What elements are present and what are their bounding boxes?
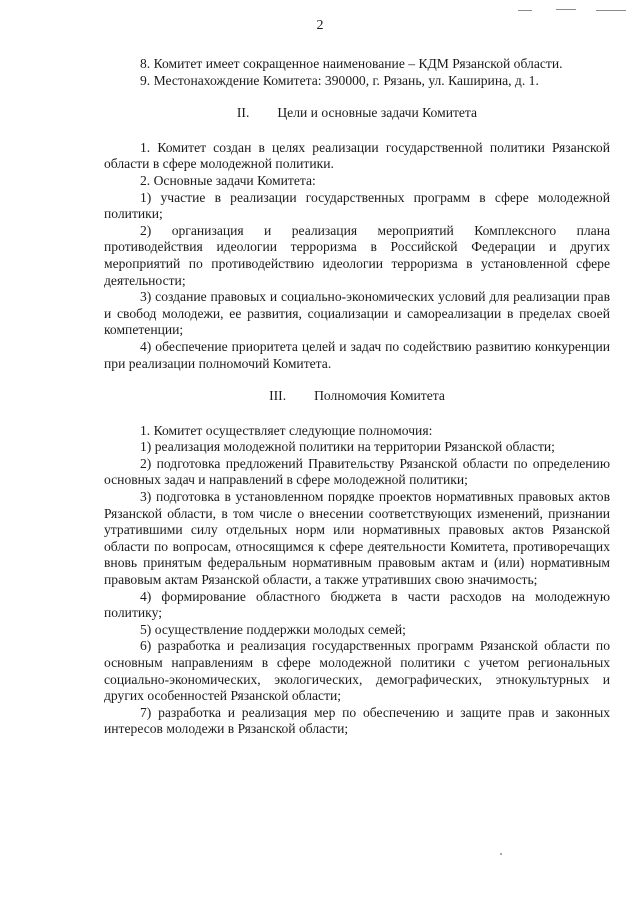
- paragraph: 3) подготовка в установленном порядке проектов нормативных правовых актов Рязанской области, в том числе о внесении соответствующих изменений, признании утратившими силу отдельных норм или нормативных правовых актов Рязанской области по вопросам, относящимся к сфере деятельности Комитета, противоречащих вновь принятым федеральным нормативным правовым актам и (или) нормативным правовым актам Рязанской области, а также утративших свою значимость;: [104, 489, 610, 588]
- section-heading: [104, 105, 610, 122]
- paragraph: 5) осуществление поддержки молодых семей;: [140, 621, 406, 637]
- paragraph: 6) разработка и реализация государственных программ Рязанской области по основным направлениям в сфере молодежной политики с учетом региональных социально-экономических, экологических, демографических, этнокультурных и других особенностей Рязанской области;: [104, 638, 610, 704]
- section-number: II.: [236, 105, 250, 121]
- scan-artifact: [518, 10, 532, 11]
- paragraph: 4) обеспечение приоритета целей и задач по содействию развитию конкуренции при реализации полномочий Комитета.: [104, 338, 610, 371]
- paragraph: 2) организация и реализация мероприятий Комплексного плана противодействия идеологии терроризма в Российской Федерации и других мероприятий по противодействию идеологии терроризма в установленной сфере деятельности;: [104, 222, 610, 288]
- paragraph: 2) подготовка предложений Правительству Рязанской области по определению основных задач и направлений в сфере молодежной политики;: [104, 455, 610, 488]
- page-number: 2: [316, 18, 324, 33]
- paragraph: 1. Комитет создан в целях реализации государственной политики Рязанской области в сфере молодежной политики.: [104, 139, 610, 172]
- paragraph: 3) создание правовых и социально-экономических условий для реализации прав и свобод молодежи, ее развития, социализации и самореализации в пределах своей компетенции;: [104, 289, 610, 338]
- section-title: Цели и основные задачи Комитета: [277, 105, 478, 121]
- section-title: Полномочия Комитета: [314, 388, 445, 404]
- paragraph: 2. Основные задачи Комитета:: [140, 172, 316, 188]
- paragraph: 8. Комитет имеет сокращенное наименование – КДМ Рязанской области.: [140, 56, 563, 71]
- section-heading: [104, 388, 610, 405]
- paragraph: 7) разработка и реализация мер по обеспечению и защите прав и законных интересов молодежи в Рязанской области;: [104, 704, 610, 737]
- document-body: [104, 56, 610, 738]
- paragraph: 1) участие в реализации государственных программ в сфере молодежной политики;: [104, 189, 610, 222]
- section-number: III.: [269, 388, 287, 404]
- paragraph: 1) реализация молодежной политики на территории Рязанской области;: [140, 439, 555, 455]
- scan-artifact: [556, 9, 576, 10]
- paragraph: 9. Местонахождение Комитета: 390000, г. Рязань, ул. Каширина, д. 1.: [140, 72, 539, 88]
- scan-artifact: [500, 853, 502, 855]
- scan-artifact: [596, 10, 626, 11]
- paragraph: 1. Комитет осуществляет следующие полномочия:: [140, 422, 433, 438]
- paragraph: 4) формирование областного бюджета в части расходов на молодежную политику;: [104, 588, 610, 621]
